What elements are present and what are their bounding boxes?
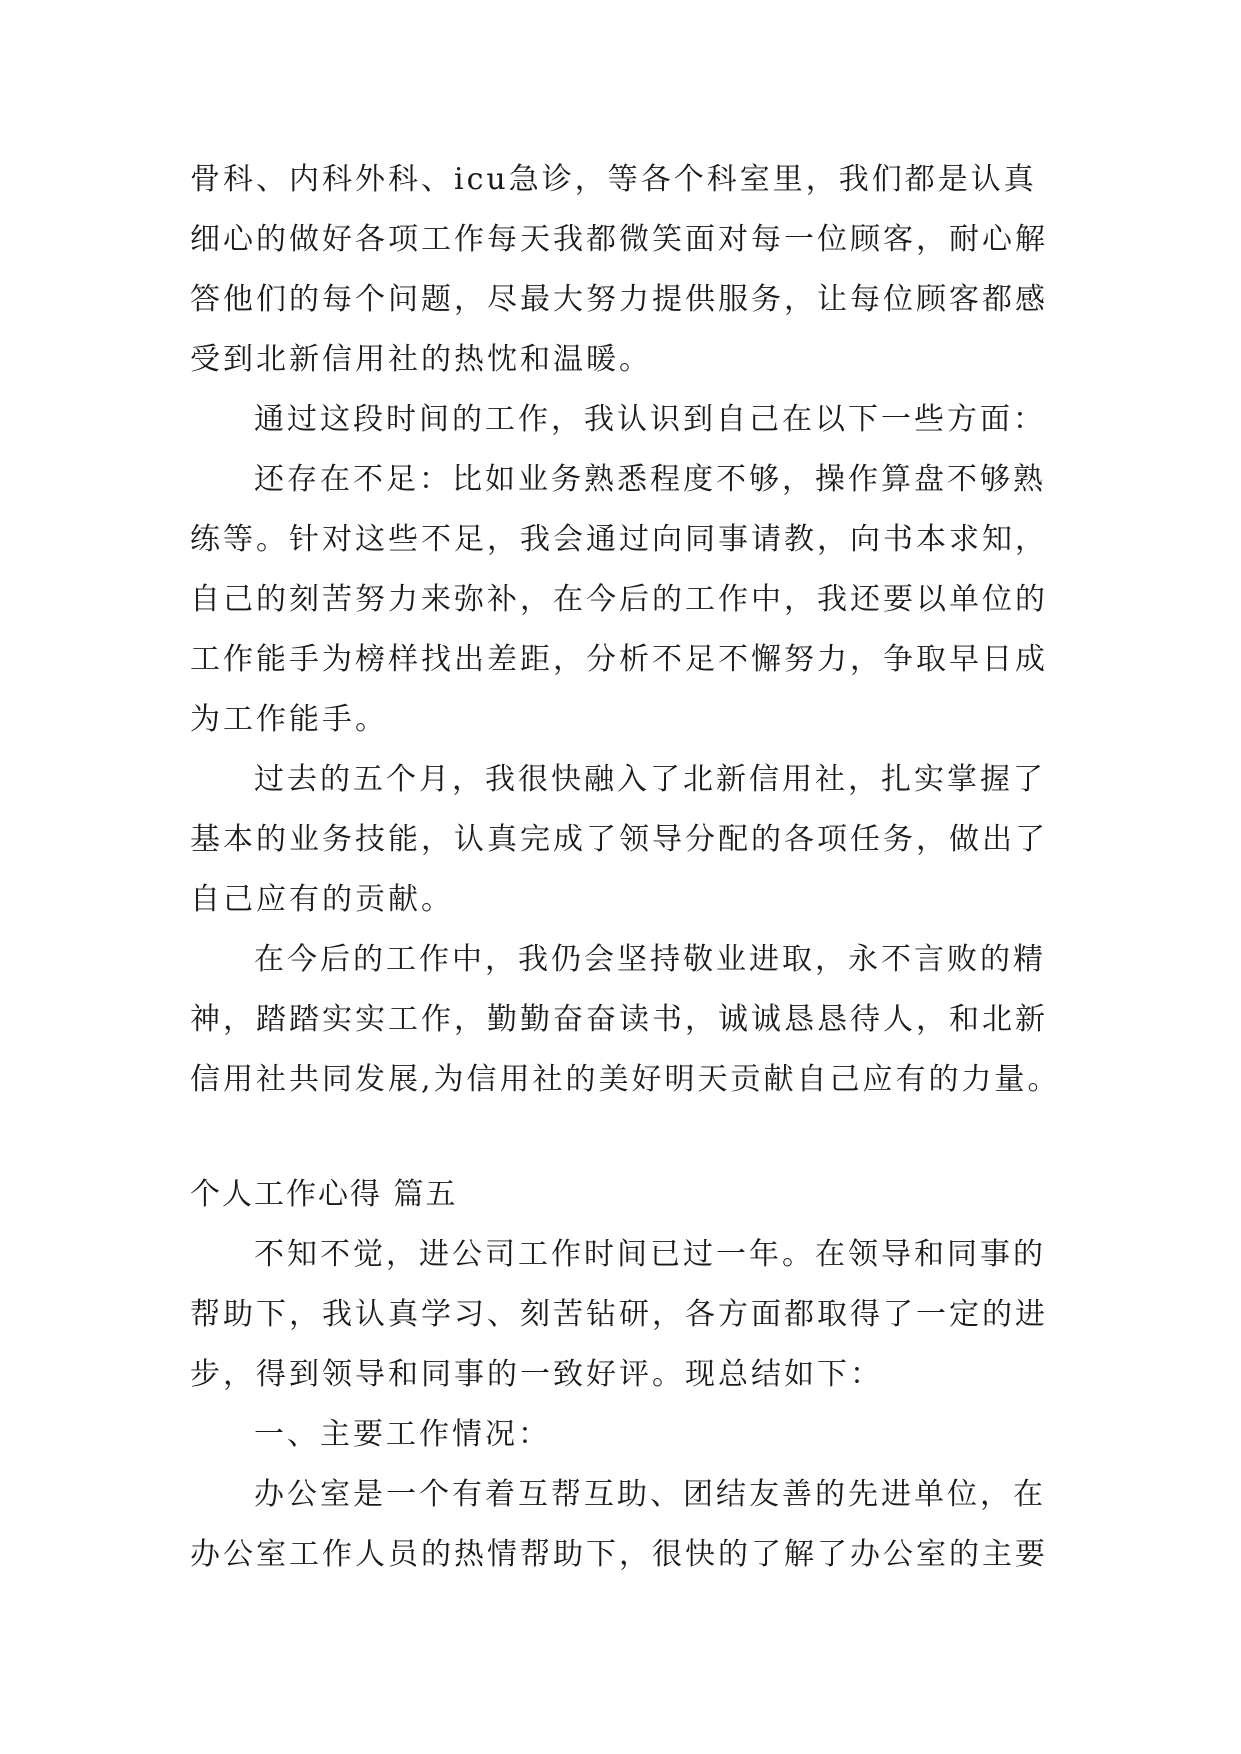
text-line: 神，踏踏实实工作，勤勤奋奋读书，诚诚恳恳待人，和北新 [190,1002,1048,1037]
text-line: 还存在不足：比如业务熟悉程度不够，操作算盘不够熟 [254,462,1046,497]
paragraph [190,150,1070,390]
text-line: 为工作能手。 [190,702,388,737]
text-line: 办公室工作人员的热情帮助下，很快的了解了办公室的主要 [190,1537,1048,1572]
text-line: 自己应有的贡献。 [190,882,454,917]
paragraph [190,450,1070,750]
paragraph [190,390,1070,450]
text-line: 不知不觉，进公司工作时间已过一年。在领导和同事的 [254,1237,1046,1272]
section-heading-block [190,1165,1070,1225]
text-line: 细心的做好各项工作每天我都微笑面对每一位顾客，耐心解 [190,222,1048,257]
text-line: 骨科、内科外科、icu急诊，等各个科室里，我们都是认真 [190,162,1037,197]
section-spacer [190,1110,1070,1165]
paragraph [190,1405,1070,1465]
text-line: 工作能手为榜样找出差距，分析不足不懈努力，争取早日成 [190,642,1048,677]
document-body [190,150,1070,1585]
text-line: 练等。针对这些不足，我会通过向同事请教，向书本求知， [190,522,1048,557]
text-line: 基本的业务技能，认真完成了领导分配的各项任务，做出了 [190,822,1048,857]
text-line: 步，得到领导和同事的一致好评。现总结如下： [190,1357,883,1392]
text-line: 过去的五个月，我很快融入了北新信用社，扎实掌握了 [254,762,1046,797]
text-line: 答他们的每个问题，尽最大努力提供服务，让每位顾客都感 [190,282,1048,317]
text-line: 一、主要工作情况： [254,1417,551,1452]
text-line: 在今后的工作中，我仍会坚持敬业进取，永不言败的精 [254,942,1046,977]
text-line: 受到北新信用社的热忱和温暖。 [190,342,652,377]
paragraph [190,750,1070,930]
text-line: 通过这段时间的工作，我认识到自己在以下一些方面： [254,402,1046,437]
text-line: 自己的刻苦努力来弥补，在今后的工作中，我还要以单位的 [190,582,1048,617]
paragraph [190,930,1070,1110]
text-line: 帮助下，我认真学习、刻苦钻研，各方面都取得了一定的进 [190,1297,1048,1332]
text-line: 信用社共同发展,为信用社的美好明天贡献自己应有的力量。 [190,1062,1061,1097]
text-line: 办公室是一个有着互帮互助、团结友善的先进单位，在 [254,1477,1046,1512]
paragraph [190,1225,1070,1405]
paragraph [190,1465,1070,1585]
section-heading: 个人工作心得 篇五 [190,1177,458,1212]
